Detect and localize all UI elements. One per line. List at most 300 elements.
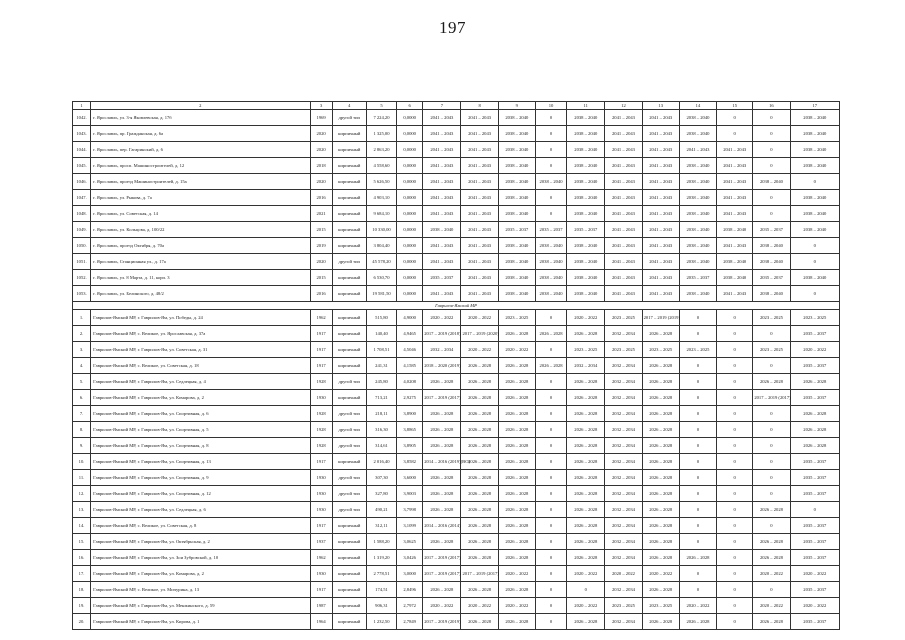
table-cell: 2038 – 2040 [535, 238, 566, 254]
table-cell: 0 [717, 390, 753, 406]
table-cell: кирпичный [332, 174, 366, 190]
table-cell: 2020 – 2022 [567, 310, 605, 326]
column-header: 13 [642, 102, 679, 110]
table-cell: 2038 – 2040 [498, 254, 535, 270]
table-cell: 2026 – 2028 [498, 390, 535, 406]
table-cell: 0 [535, 470, 566, 486]
table-row [73, 254, 840, 270]
table-cell: 0 [679, 374, 716, 390]
table-cell: 245,80 [366, 374, 396, 390]
table-cell: 0 [535, 142, 566, 158]
table-cell: 1969 [310, 110, 332, 126]
table-cell: 1987 [310, 598, 332, 614]
table-row [73, 310, 840, 326]
table-cell: 2017 – 2019 (2018) [423, 326, 461, 342]
table-cell: 2038 – 2040 [790, 110, 839, 126]
table-cell: 0 [717, 502, 753, 518]
table-cell: 13. [73, 502, 91, 518]
table-cell: 0,0000 [397, 206, 423, 222]
table-cell: 2041 – 2043 [717, 174, 753, 190]
table-cell: 1048. [73, 206, 91, 222]
table-row [73, 174, 840, 190]
table-cell: 0 [535, 614, 566, 630]
table-cell: 2026 – 2028 [567, 454, 605, 470]
table-cell: 0 [753, 454, 790, 470]
table-cell: 2026 – 2028 [567, 614, 605, 630]
table-cell: 2041 – 2043 [605, 286, 642, 302]
table-row [73, 270, 840, 286]
table-row [73, 222, 840, 238]
table-cell: 2023 – 2025 [567, 342, 605, 358]
table-cell: 2035 – 2037 [753, 222, 790, 238]
table-cell: 0 [753, 158, 790, 174]
table-cell: 2026 – 2028 [498, 406, 535, 422]
table-cell: 1917 [310, 326, 332, 342]
table-cell: 2023 – 2025 [679, 342, 716, 358]
table-cell: 2017 – 2019 (2019) [642, 310, 679, 326]
table-cell: 2041 – 2043 [717, 206, 753, 222]
table-cell: 2038 – 2040 [498, 142, 535, 158]
table-cell: 2026 – 2028 [567, 470, 605, 486]
table-cell: 2026 – 2028 [642, 518, 679, 534]
table-cell: 0 [535, 342, 566, 358]
table-cell: 0,0000 [397, 142, 423, 158]
table-cell: 2038 – 2040 [498, 270, 535, 286]
table-cell: 0 [679, 422, 716, 438]
table-cell: 1930 [310, 486, 332, 502]
table-cell: 0 [679, 566, 716, 582]
table-cell: 2035 – 2037 [679, 270, 716, 286]
table-cell: 2026 – 2028 [642, 582, 679, 598]
table-cell: 0 [535, 126, 566, 142]
table-cell: 2038 – 2040 [679, 206, 716, 222]
table-cell: 218,11 [366, 406, 396, 422]
table-cell: 2041 – 2043 [461, 126, 498, 142]
table-cell: 0 [535, 502, 566, 518]
table-cell: 0 [790, 286, 839, 302]
table-cell: 0 [717, 518, 753, 534]
table-cell: 1917 [310, 358, 332, 374]
table-cell: 2026 – 2028 [461, 438, 498, 454]
table-cell: 1046. [73, 174, 91, 190]
table-row [73, 286, 840, 302]
table-cell: 2035 – 2037 [753, 270, 790, 286]
table-cell: 2041 – 2043 [642, 270, 679, 286]
table-cell: 2026 – 2028 [461, 550, 498, 566]
table-cell: 0 [717, 342, 753, 358]
address-cell: г. Ярославль, ул. Советская, д. 14 [91, 206, 310, 222]
table-cell: 2026 – 2028 [423, 470, 461, 486]
address-cell: г. Ярославль, ул. 8 Марта, д. 11, корп. 3 [91, 270, 310, 286]
table-cell: 2035 – 2037 [790, 582, 839, 598]
table-cell: 1052. [73, 270, 91, 286]
table-cell: 2038 – 2040 [535, 174, 566, 190]
table-cell: 2032 – 2034 [605, 470, 642, 486]
table-cell: 1930 [310, 390, 332, 406]
address-cell: Гаврилов-Ямский МР, г. Гаврилов-Ям, ул. Октябрьская, д. 2 [91, 534, 310, 550]
table-cell: 2041 – 2043 [423, 206, 461, 222]
table-cell: 2032 – 2034 [605, 486, 642, 502]
table-cell: 2041 – 2043 [423, 174, 461, 190]
table-cell: 2041 – 2043 [423, 110, 461, 126]
table-cell: кирпичный [332, 390, 366, 406]
table-cell: 0 [535, 422, 566, 438]
table-cell: 2020 – 2022 [753, 598, 790, 614]
table-row [73, 374, 840, 390]
table-row [73, 206, 840, 222]
table-cell: 0 [679, 454, 716, 470]
column-header: 17 [790, 102, 839, 110]
table-cell: 2038 – 2040 [753, 174, 790, 190]
table-cell: 312,11 [366, 518, 396, 534]
table-cell: кирпичный [332, 358, 366, 374]
table-cell: 515,80 [366, 310, 396, 326]
table-cell: 2026 – 2028 [461, 358, 498, 374]
table-cell: 0 [790, 174, 839, 190]
table-cell: другой тип [332, 422, 366, 438]
address-cell: Гаврилов-Ямский МР, г. Гаврилов-Ям, ул. Спортивная, д. 9 [91, 470, 310, 486]
table-cell: 19 581,50 [366, 286, 396, 302]
table-cell: 0 [717, 110, 753, 126]
table-cell: 2038 – 2040 [679, 190, 716, 206]
table-cell: 2041 – 2043 [461, 254, 498, 270]
table-cell: 2026 – 2028 [567, 438, 605, 454]
table-cell: другой тип [332, 374, 366, 390]
table-cell: 2026 – 2028 [642, 374, 679, 390]
table-cell: 2041 – 2043 [461, 286, 498, 302]
table-row [73, 358, 840, 374]
table-cell: 2020 – 2022 [790, 342, 839, 358]
table-cell: 2038 – 2040 [679, 174, 716, 190]
table-cell: 1962 [310, 550, 332, 566]
table-cell: 2026 – 2028 [461, 470, 498, 486]
table-cell: 2026 – 2028 [567, 534, 605, 550]
table-cell: 1930 [310, 470, 332, 486]
table-cell: 2041 – 2043 [605, 174, 642, 190]
table-cell: 19. [73, 598, 91, 614]
table-cell: 2041 – 2043 [423, 142, 461, 158]
table-cell: кирпичный [332, 454, 366, 470]
table-cell: 2038 – 2040 [753, 238, 790, 254]
table-cell: 0 [753, 110, 790, 126]
table-cell: 2026 – 2028 [423, 534, 461, 550]
table-cell: 2038 – 2040 [567, 174, 605, 190]
table-cell: 2038 – 2040 [423, 222, 461, 238]
table-cell: 2023 – 2025 [753, 310, 790, 326]
table-cell: 9. [73, 438, 91, 454]
table-cell: 2026 – 2028 [498, 614, 535, 630]
table-row [73, 326, 840, 342]
table-cell: 4,0208 [397, 374, 423, 390]
table-cell: 2038 – 2040 [498, 158, 535, 174]
table-cell: 2023 – 2025 [605, 342, 642, 358]
table-cell: 2023 – 2025 [605, 310, 642, 326]
table-cell: 2032 – 2034 [605, 422, 642, 438]
table-cell: 2041 – 2043 [642, 238, 679, 254]
table-cell: 2026 – 2028 [461, 518, 498, 534]
table-cell: 2026 – 2028 [642, 486, 679, 502]
table-cell: 1928 [310, 422, 332, 438]
table-cell: 2032 – 2034 [605, 550, 642, 566]
table-cell: 2026 – 2028 [498, 374, 535, 390]
table-cell: 0 [535, 598, 566, 614]
table-cell: 2041 – 2043 [423, 254, 461, 270]
table-cell: кирпичный [332, 158, 366, 174]
table-cell: 0 [679, 470, 716, 486]
table-cell: 2026 – 2028 [498, 422, 535, 438]
table-cell: кирпичный [332, 190, 366, 206]
table-cell: 2020 [310, 142, 332, 158]
table-cell: 1053. [73, 286, 91, 302]
table-cell: 3,8900 [397, 406, 423, 422]
table-cell: 2038 – 2040 [498, 174, 535, 190]
table-cell: 0 [753, 358, 790, 374]
table-cell: 2041 – 2043 [605, 190, 642, 206]
table-cell: 2026 – 2028 [642, 358, 679, 374]
table-cell: кирпичный [332, 342, 366, 358]
table-cell: 2041 – 2043 [461, 158, 498, 174]
table-cell: 0 [717, 598, 753, 614]
table-cell: 1. [73, 310, 91, 326]
address-cell: г. Ярославль, пр. Гражданская, д. 6а [91, 126, 310, 142]
table-cell: 2020 – 2022 [498, 342, 535, 358]
table-cell: другой тип [332, 110, 366, 126]
table-cell: 0,0000 [397, 158, 423, 174]
table-cell: 2026 – 2028 [423, 582, 461, 598]
table-cell: 2041 – 2043 [605, 158, 642, 174]
table-cell: 0 [717, 486, 753, 502]
table-cell: 2026 – 2028 [498, 438, 535, 454]
table-cell: 1930 [310, 566, 332, 582]
table-cell: 0 [753, 470, 790, 486]
table-cell: 2038 – 2040 [567, 270, 605, 286]
table-cell: 1049. [73, 222, 91, 238]
table-cell: 2032 – 2034 [605, 374, 642, 390]
table-cell: 1047. [73, 190, 91, 206]
table-cell: кирпичный [332, 326, 366, 342]
table-cell: 3,1099 [397, 518, 423, 534]
table-cell: 2038 – 2040 [790, 222, 839, 238]
table-cell: 1 325,00 [366, 126, 396, 142]
table-cell: 2038 – 2040 [498, 286, 535, 302]
address-cell: Гаврилов-Ямский МР, г. Гаврилов-Ям, ул. Спортивная, д. 5 [91, 422, 310, 438]
table-cell: 2041 – 2043 [642, 190, 679, 206]
table-cell: 2 863,20 [366, 142, 396, 158]
table-cell: 2026 – 2028 [790, 374, 839, 390]
table-cell: 2026 – 2028 [753, 550, 790, 566]
table-cell: 2026 – 2028 [423, 374, 461, 390]
address-cell: Гаврилов-Ямский МР, г. Гаврилов-Ям, ул. Победы, д. 24 [91, 310, 310, 326]
address-cell: Гаврилов-Ямский МР, г. Гаврилов-Ям, ул. Спортивная, д. 8 [91, 438, 310, 454]
table-cell: 2026 – 2028 [498, 582, 535, 598]
address-cell: Гаврилов-Ямский МР, г. Гаврилов-Ям, ул. Советская, д. 31 [91, 342, 310, 358]
table-cell: 3,0000 [397, 566, 423, 582]
table-cell: 2026 – 2028 [642, 614, 679, 630]
table-cell: 7 224,20 [366, 110, 396, 126]
table-row [73, 110, 840, 126]
table-cell: 2038 – 2040 [790, 158, 839, 174]
table-cell: 2015 [310, 222, 332, 238]
table-row [73, 142, 840, 158]
table-row [73, 534, 840, 550]
table-cell: 713,21 [366, 390, 396, 406]
table-cell: 0 [679, 326, 716, 342]
table-cell: 0 [567, 582, 605, 598]
table-cell: 2,7972 [397, 598, 423, 614]
column-number-row [73, 102, 840, 110]
table-cell: 2023 – 2025 [605, 598, 642, 614]
table-cell: кирпичный [332, 518, 366, 534]
table-cell: 2041 – 2043 [605, 238, 642, 254]
table-cell: 3,0426 [397, 550, 423, 566]
table-cell: 0 [717, 470, 753, 486]
table-cell: 2016 [310, 286, 332, 302]
table-cell: 2038 – 2040 [567, 158, 605, 174]
table-cell: 2038 – 2040 [790, 190, 839, 206]
table-cell: 2017 – 2019 (2017) [423, 550, 461, 566]
table-cell: 3 804,40 [366, 238, 396, 254]
table-cell: 0,0000 [397, 222, 423, 238]
table-cell: 2,9275 [397, 390, 423, 406]
table-cell: 1917 [310, 454, 332, 470]
table-cell: 2038 – 2040 [535, 286, 566, 302]
table-cell: 2026 – 2028 [498, 326, 535, 342]
table-cell: 2032 – 2034 [423, 342, 461, 358]
table-cell: 2017 – 2019 (2017) [423, 566, 461, 582]
table-cell: 2020 – 2022 [567, 566, 605, 582]
table-cell: 0 [717, 126, 753, 142]
table-cell: 2035 – 2037 [567, 222, 605, 238]
table-cell: 2038 – 2040 [717, 222, 753, 238]
table-cell: 2038 – 2040 [753, 254, 790, 270]
table-cell: 2026 – 2028 [461, 614, 498, 630]
table-cell: 2041 – 2043 [605, 206, 642, 222]
table-cell: 2020 [310, 174, 332, 190]
table-cell: 327,80 [366, 486, 396, 502]
table-cell: 2026 – 2028 [498, 534, 535, 550]
table-row [73, 422, 840, 438]
table-cell: 20. [73, 614, 91, 630]
table-cell: 0 [535, 158, 566, 174]
section-header-row [73, 302, 840, 310]
table-cell: 0 [679, 438, 716, 454]
column-header: 4 [332, 102, 366, 110]
table-cell: 2016 [310, 190, 332, 206]
address-cell: Гаврилов-Ямский МР, г. Гаврилов-Ям, ул. Зои Зубровской, д. 10 [91, 550, 310, 566]
table-cell: 1928 [310, 438, 332, 454]
table-cell: другой тип [332, 254, 366, 270]
table-cell: 12. [73, 486, 91, 502]
table-cell: 2035 – 2037 [790, 550, 839, 566]
table-cell: 2038 – 2040 [535, 254, 566, 270]
table-cell: 2041 – 2043 [461, 110, 498, 126]
table-cell: 0 [535, 486, 566, 502]
table-row [73, 342, 840, 358]
table-cell: 2020 – 2022 [423, 598, 461, 614]
table-cell: 2035 – 2037 [790, 358, 839, 374]
table-cell: 2026 – 2028 [423, 486, 461, 502]
column-header: 8 [461, 102, 498, 110]
table-cell: кирпичный [332, 206, 366, 222]
table-cell: 2035 – 2037 [790, 486, 839, 502]
table-cell: 2023 – 2025 [498, 310, 535, 326]
table-cell: 314,61 [366, 438, 396, 454]
table-cell: 2. [73, 326, 91, 342]
table-cell: 1042. [73, 110, 91, 126]
address-cell: г. Ярославль, ул. Белинского, д. 48/2 [91, 286, 310, 302]
table-cell: 0 [535, 566, 566, 582]
table-cell: 2026 – 2028 [461, 486, 498, 502]
table-cell: 2041 – 2043 [423, 238, 461, 254]
table-cell: 0 [535, 534, 566, 550]
table-cell: 0 [753, 326, 790, 342]
table-cell: 2026 – 2028 [642, 454, 679, 470]
table-cell: 2026 – 2028 [423, 502, 461, 518]
table-cell: 2026 – 2028 [642, 422, 679, 438]
table-cell: 2041 – 2043 [642, 126, 679, 142]
table-cell: 0 [717, 582, 753, 598]
address-cell: г. Ярославль, проезд Октября, д. 70а [91, 238, 310, 254]
table-cell: 2041 – 2043 [461, 270, 498, 286]
table-row [73, 158, 840, 174]
table-cell: 2026 – 2028 [535, 326, 566, 342]
table-cell: 2041 – 2043 [605, 142, 642, 158]
table-cell: 0 [717, 534, 753, 550]
table-cell: 2038 – 2040 [535, 270, 566, 286]
table-cell: 1045. [73, 158, 91, 174]
table-cell: 0 [717, 614, 753, 630]
table-cell: 2026 – 2028 [498, 486, 535, 502]
table-cell: 0 [717, 422, 753, 438]
table-cell: 3. [73, 342, 91, 358]
table-cell: 0 [753, 486, 790, 502]
table-cell: 2026 – 2028 [642, 470, 679, 486]
table-cell: 1051. [73, 254, 91, 270]
housing-table [72, 101, 840, 630]
table-cell: 0,0000 [397, 270, 423, 286]
table-cell: 2026 – 2028 [461, 454, 498, 470]
table-row [73, 406, 840, 422]
table-cell: 0,0000 [397, 174, 423, 190]
column-header: 3 [310, 102, 332, 110]
table-row [73, 238, 840, 254]
table-cell: 2026 – 2028 [753, 614, 790, 630]
table-cell: 2026 – 2028 [461, 390, 498, 406]
address-cell: Гаврилов-Ямский МР, г. Гаврилов-Ям, ул. Комарова, д. 2 [91, 390, 310, 406]
table-cell: 2026 – 2028 [642, 406, 679, 422]
table-cell: 2023 – 2025 [642, 342, 679, 358]
table-cell: 2021 [310, 206, 332, 222]
table-row [73, 582, 840, 598]
table-cell: 2032 – 2034 [605, 390, 642, 406]
table-cell: 2038 – 2040 [567, 286, 605, 302]
table-cell: 2038 – 2040 [498, 238, 535, 254]
table-cell: 2041 – 2043 [423, 158, 461, 174]
table-cell: 241,31 [366, 358, 396, 374]
table-row [73, 454, 840, 470]
table-cell: 3,8582 [397, 454, 423, 470]
column-header: 14 [679, 102, 716, 110]
table-cell: 0 [753, 422, 790, 438]
table-cell: 2038 – 2040 [790, 270, 839, 286]
table-cell: 2038 – 2040 [717, 270, 753, 286]
table-row [73, 550, 840, 566]
table-cell: 2026 – 2028 [679, 550, 716, 566]
table-cell: 2020 – 2022 [605, 566, 642, 582]
address-cell: г. Ярославль, ул. Рыкова, д. 7а [91, 190, 310, 206]
table-cell: 2041 – 2043 [423, 126, 461, 142]
address-cell: Гаврилов-Ямский МР, с. Великое, ул. Советская, д. 8 [91, 518, 310, 534]
